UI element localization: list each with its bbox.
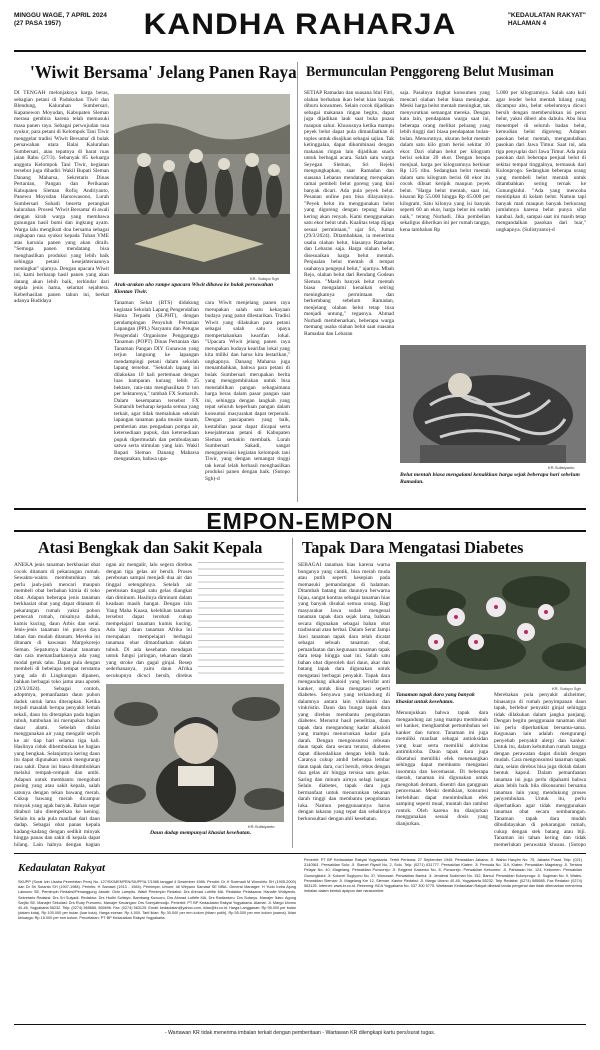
article4-col3: Merebakan pola penyakit alzheimer, binasanya di rumah penyimpanan daun tapak, berlebur penyakit ginjal sehingga tidak dilakukan dalam jangka panjang. Dengan begitu penggunaan tanaman obat ini perlu diperhatikan bersama-sama. Kegunaan lain adalah mengurangi penyebab penyakit alergi dan kanker. Untuk itu, dalam kebutuhan rumah tangga dengan perawatan dapat diolah dengan mudah. Cara mengonsumsi tanaman tapak dara, selain direbus bisa juga diolah dalam bentuk kapsul. Dalam pemanfaatan tanaman ini juga perlu dipahami bahwa akan lebih baik bila dikonsumsi bersama tanaman lain yang mendukung proses penyembuhan. Untuk itu, perlu diperhatikan agar tidak menggunakan tanaman obat secara sembarangan. Tanaman tapak dara mudah dibudidayakan di pekarangan rumah, cukup dengan stek batang atau biji. Tanaman ini tahan kering dan tidak memerlukan perawatan khusus. (Sutopo xyxy=(494,692,586,848)
column-divider xyxy=(297,62,298,502)
article1-headline: 'Wiwit Bersama' Jelang Panen Raya xyxy=(30,62,297,82)
article3-caption: Daun dadap mempunyai khasiat kesehatan. xyxy=(150,830,252,836)
page-number: HALAMAN 4 xyxy=(507,20,547,27)
bottom-disclaimer: - Wartawan KR tidak menerima imbalan terkait dengan pemberitaan - Wartawan KR dilengkapi kartu pers/surat tugas. xyxy=(164,1030,436,1036)
article3-photo xyxy=(106,684,284,822)
article4-photo-credit: KR- Sutopo Sgh xyxy=(552,686,581,691)
date-line: MINGGU WAGE, 7 APRIL 2024 xyxy=(14,12,107,19)
article2-col2: saja. Pasalnya tingkat konsumen yang mencari olahan belut biasa meningkat. Meski harga belut mentah meningkat, tak menyurutkan semangat mereka. Dengan kata lain, pendapatan warga saat ini, beberapa orang melihat peluang yang lebih tinggi dari biasa pendapatan bulan-bulan. Menurutnya, ukuran belut mentah dalam satu kilo gram berisi sekitar 10 ekor. Dari olahan belut per kilogram berisi sekitar 20 ekor. Dengan berapa menjual, harga per kilogramnya berkisar Rp 125 ribu. Sedangkan belut mentah dalam satu kilogram berisi 60 ekor itu cocok dibuat keripik maupun peyek belut. "Harga belut mentah, saat ini, kisaran Rp 55.000 hingga Rp 65.000 per kilogram. Satu kilonya yang isi banyak seperti 60 an ekor, harga belut ini sudah naik," terang Nurhadi. Jika pembelian sekaligus diberikan ini per rumah tangga, kena tambahan Rp xyxy=(400,90,490,233)
section-banner-title: EMPON-EMPON xyxy=(206,508,394,534)
article4-col1: SEBAGAI tanaman hias karena warna bunganya yang cantik, bisa merah muda atau putih seperti kesepian pada memasuki pemandangan di halaman. Ditambah batang dan daunnya berwarna hijau, sangat kontras sebagai tanaman hias yang banyak disukai semua orang. Bagi masyarakat Jawa sudah mengenal tanaman tapak dara sejak lama, bahkan secara digunakan sebagai bahan obat tradisional atau herbal. Dalam Serat Jampi Jawi tanaman tapak dara telah dicatat sebagai sebuah tanaman obat, pemanfaatan dan kegunaan tanaman tapak dara tetap hingga saat ini. Salah satu bahan obat diperoleh dari daun, akar dan batang tapak dara digunakan untuk mengatasi berbagai penyakit. Tapak dara mengandung alkaloid yang bersifat anti kanker, untuk bisa mengatasi seperti diabetes. Senyawa yang terkandung di dalamnya antara lain vinblastin dan vinkristin. Daun dan bunga tapak dara yang direbus membantu pengobatan diabetes. Menurut hasil penelitian, daun tapak dara mengandung kadar alkaloid yang mampu menurunkan kadar gula darah. Dengan mengonsumsi rebusan daun tapak dara secara teratur, diabetes dapat dikendalikan dengan lebih baik. Caranya cukup ambil beberapa lembar daun tapak dara, cuci bersih, rebus dengan dua gelas air hingga tersisa satu gelas. Saring dan minum airnya selagi hangat. Selain diabetes, tapak dara juga bermanfaat untuk menurunkan tekanan darah tinggi dan membantu pengobatan luka. Namun penggunaannya harus dengan takaran yang tepat dan sebaiknya berkonsultasi dengan ahli kesehatan. xyxy=(298,562,390,822)
article2-photo-credit: KR-Sulistyanto xyxy=(548,465,575,470)
masthead-tagline: "KEDAULATAN RAKYAT" xyxy=(507,12,586,19)
article2-photo xyxy=(400,345,586,463)
article3-col1: ANEKA jenis tanaman berkhasiat obat cocok ditanam di pekarangan rumah. Sewaktu-waktu membutuhkan tak perlu jauh-jauh mencari maupun membeli obat berbahan kimia di toko obat. Adapun beberapa jenis tanaman berkhasiat obat yang dapat ditanam di pekarangan rumah yakni pohon pemecah rumah, misalnya daduk, kumis kucing, daun Arbis dan serai. Jenis-jenis tanaman ini punya daya tahan dan mudah ditanam. Mereka ini ditanam di kawasan Margokorejo Seman. Sepatutnya khasiat tanaman dan cara memanfaatkannya ada yang modal getuk tahu. Dapat pula dengan membeli di beberapa tempat terutama yang ada di Lingkungan dipanen, bahkan berbagai toko jamu atau apotek (29/3/2024). Sebagai contoh, adoptmya, pemanfaatan daun puhon daduk untuk lama diterapkan. Ketika terjadi masalah berupa penyakit lemah sekali, daun itu diterapkan pada bagian tubuh, tumbuhan ini merupakan bahan dasar alami. Sebelah dinilai menggunakan air yang mengalir serpih ke air tiap hari selama tiga kali. Haslinya ciduk dihembuskan ke bagian yang bengkak. Selanjutnya kering daun itu dapat digunakan untuk mengurangi rasa sakit. Daun ini biasa ditumbuhkan melalui rempah-rempah dan umbi. Adapun untuk membantu mengobati pusing yang atau sakit kepala, salah satunya dengan tekan bawang merah. Cukup bawang merah dicampur minyak yang agak banyak. Bahan segar ditaburi lalu ditempelkan ke kening. Selain itu ada pula manfaat dari daun dadap. Sebagai obat panas kepala kadang-kadang dengan sedikit minyak hingga panas dan sakit di kepala dapat hilang. Lain halnya dengan bagian xyxy=(14,562,100,848)
article1-photo-credit: KR- Sutopo Sgh xyxy=(250,276,279,281)
article1-col3: cara Wiwit menjelang panen raya merupakan salah satu kekayaan budaya yang patut dilestarikan. Tradisi Wiwit yang dilakukan para petani sebagai salah satu upaya mempertahankan kearifan lokal. "Upacara Wiwit jelang panen raya merupakan budaya kearifan lokal yang kita miliki dan harus kita lestarikan," ungkapnya. Danang Maharsa juga menambahkan, bahwa para petani di bulak Sumbersari merupakan berita yang menggembirakan untuk bisa menstabilkan pangan sebagaimana harga beras dalam pasar pangan saat ini, sehingga dengan langkah yang tepat seluruh keperluan pangan dalam konsumsi masyarakat dapat terpenuhi. Dengan pascapanen yang baik, kestabilan pasar dapat dicapai serta kesejahteraan petani di Kabupaten Sleman semakin membaik. Lurah Sumbersari Sakadi, sangat mengapresiasi kegiatan kelompok tani Tiwir, yang dengan semangat tinggi tak kenal lelah berhasil menghasilkan produksi panen dengan baik. (Sutopo Sgh)-d xyxy=(205,300,290,482)
article4-photo-image xyxy=(396,562,586,684)
article4-headline: Tapak Dara Mengatasi Diabetes xyxy=(302,538,524,557)
article1-photo xyxy=(114,94,290,274)
impressum-box xyxy=(14,853,586,1025)
article1-col1 xyxy=(14,90,109,498)
article4-col2: Menunjukkan bahwa tapak dara mengandung zat yang mampu membunuh sel kanker, menghambat pertumbuhan sel kanker dan tumor. Tanaman ini juga memiliki manfaat sebagai antioksidan yang kuat serta memiliki aktivitas antimikroba. Daun tapak dara juga diketahui memiliki efek menenangkan sehingga dapat membantu mengatasi insomnia dan kecemasan. Di beberapa daerah, tanaman ini digunakan untuk mengobati demam, disentri dan gangguan pencernaan. Meski demikian, konsumsi berlebihan dapat menimbulkan efek samping seperti mual, muntah dan rambut rontok. Oleh karena itu dianjurkan menggunakan sesuai dosis yang dianjurkan. xyxy=(396,710,488,827)
article3-col2: ngan air mengalir, lalu segera direbus dengan tiga gelas air bersih. Proses perebusan sampai menjadi dua air dan tinggal setengahnya. Setelah air perebusan tinggal satu gelas diangkat dan diminum. Hasilnya diminum dalam keadaan masih hangat. Dengan izin Yang Maha Kuasa, kelebihan tanaman tersebut dapat terobati cukup mempelajari tanaman kumis kucing. Ada lagi daun tanaman Afrika ini merupakan mempelajari berbagai tanaman obat dimanfaatkan dalam tubuh. Di ada kesehatan mendapat untuk fungsi jaringan, tekanan darah yang stroke dan gagal ginjal. Resep sederhananya, yaitu daun Afrika secukupnya dicuci bersih, direbus xyxy=(106,562,192,678)
footer-col2: Penerbit: PT BP Kedaulatan Rakyat Yogyakarta. Terbit Pertama: 27 September 1945. Perwakilan Jakarta: Jl. Wahid Hasyim No. 75, Jakarta Pusat. Telp: (021) 3140561. Perwakilan Solo: Jl. Slamet Riyadi No. 2, Solo. Telp: (0271) 631777. Perwakilan Klaten: Jl. Pemuda No. 119, Klaten. Perwakilan Magelang: Jl. Tentara Pelajar No. 40, Magelang. Perwakilan Purworejo: Jl. Brigjend Katamso No. 8, Purworejo. Perwakilan Kebumen: Jl. Pahlawan No. 124, Kebumen. Perwakilan Gunungkidul: Jl. Kolonel Sugiyono No. 37, Wonosari. Perwakilan Bantul: Jl. Jenderal Sudirman No. 152, Bantul. Perwakilan Kulonprogo: Jl. Sugiman No. 9, Wates. Perwakilan Sleman: Jl. Magelang Km 12, Sleman. Kantor Redaksi: Jl. Margo Utomo 40-46, Yogyakarta 55232. Telp Redaksi: (0274) 565685. Fax Redaksi: (0274) 563125. Internet: www.kr.co.id. Rekening: BCA Yogyakarta No. 037 300 5775. Wartawan Kedaulatan Rakyat dibekali tanda pengenal dan tidak dibenarkan menerima imbalan dalam bentuk apapun dari narasumber. xyxy=(304,858,582,894)
article2-col1: SETIAP Ramadan dan suasana Idul Fitri, olahan berbahan ikan belut kian banyak diburu konsumen. Selain cocok dijadikan sebagai makanan ringan begitu, dapat juga dijadikan lauk saat buka puasa maupun sahur. Khususnya ketika mampu peyek belut dapat pula dimanfaatkan di toples untuk disajikan sebagai sajian. Tak ketinggalan, dapat dikombinasi dengan makanan ringan lain dijadikan snack untuk berbagai acara. Salah satu warga Seyegan Sleman, Sri Rejeki mengungkapkan, saat Ramadan dan suasana Lebaran mendatang merupakan ramai pembeli belut goreng yang kini banyak dicari. Ada pula peyek belut. Pesanan online pun bisa dilayaninya. "Peyek belut itu menggunakan belut yang digoreng dengan tepung Kalau kering akan renyah. Kami menggunakan satu ekor belut utuh. Kualitas tetap dijaga sesuai permintaan," ujar Sri, Jumat (29/3/2024). Ditambahkan, ia menerima usaha olahan belut, biasanya Ramadan dan Lebaran saja. Harga olahan belut, disesuaikan harga belut mentah. Penjualan belut mentah di tempat usahanya pengepul belut," ujarnya. Mbah Rejo, olahan belut dari Rendang Godean Sleman. "Masih banyak belut mentah biasa mengalami kenaikan seiring meningkatnya permintaan dan berkembang sebelum Ramadan, menjelang olahan belut tetap bisa menjadi untung," tegasnya. Ahmad Nurhadi membenarkan, beberapa warga memang usaha olahan belut saat suasana Ramadan dan Lebaran xyxy=(304,90,394,337)
section-banner xyxy=(14,508,586,532)
masthead-title: KANDHA RAHARJA xyxy=(143,8,457,41)
article1-photo-image xyxy=(114,94,290,274)
article1-col2: Tanaman Sehat (BTS) didukung kegiatan Sekolah Lapang Pengendalian Hama Terpadu (SLPHT), dengan pendampingan Penyuluh Pertanian Lapangan (PPL) Naryanto dan Petugas Pengendali Organisme Pengganggu Tanaman (POPT) Dinas Pertanian dan Tanaman Pangan DIY Gunawan yang terjun langsung ke lapangan mendampingi petani dalam sekolah lapang tersebut. "Sekolah lapang ini dilakukan 10 kali pertemuan dengan luas hamparan kurang lebih 25 hektare, rata-rata menghasilkan 9 ton per hektarenya," tambah FX Sumarsih. Dalam kesempatan tersebut FX Sumarsih berharap kepada semua yang terkait, agar tidak memalukan sekolah lapangan tanaman pada musim tanam, pemberian atas pengadaan pompa air, ketersediaan pupuk, dan ketersediaan pupuk dipermudah dan pembudayaan satwa serta stimulan yang lain. Wakil Bupati Sleman Danang Maharsa mengatakan, bahwa upa- xyxy=(114,300,199,462)
masthead-info xyxy=(508,12,586,28)
date-sub-line: (27 PASA 1957) xyxy=(14,20,61,27)
article3-text-lines xyxy=(198,562,284,678)
article2-col3: 5.000 per kilogramnya. Salah satu kuli agar lender belut mentah hilang yang dicampur abu, belut sebelumnya dicuci bersih dengan membersihkan isi perut belut, yakni diberi abu dahulu. Abu bisa menempel di seluruh badan belut, kemudian belut digoreng. Adapun pasokan belut mentah, mengandalkan pasokan dari Jawa Timur. Saat ini, ada tiga penyuplai dari Jawa Timur. Ada pula pasokan dari beberapa penjual belut di sekitar tempat tinggalnya, termasuk dari Kulonprogo. Sedangkan beberapa orang yang membeli belut mentah untuk ditambahkan sering ternak ke Gunungkidul. "Ada yang mencoba menitipkan di kolam belut. Namun tapi banyak mati maupun banyak berkurang jumlahnya karena belut punya sifat kanibal. Jadi, sampai saat ini masih tetap mengandalkan pasokan dari luar," ungkapnya. (Sulistyanto)-d xyxy=(496,90,586,233)
article1-lead: DI TENGAH melonjaknya harga beras, sebagian petani di Padukuhan Tiwir dan Blendung, Kalurahan Sumbersari, Kapanewon Moyudan, Kabupaten Sleman merasa gembira karena telah memasuki masa panen raya. Sebagai perwujudan rasa syukur, para petani di Kelompok Tani Tiwir menggelar tradisi 'Wiwit Bersama' di bulak persawahan utara Balai Kalurahan Sumbersari, atau tepatnya di barat ruas jalan Rabu (27/3). xyxy=(14,90,109,161)
article2-caption: Belut mentah biasa mengalami kenaikkan harga sejak beberapa hari sebelum Ramadan. xyxy=(400,472,580,485)
column-divider-lower xyxy=(292,538,293,848)
article3-headline: Atasi Bengkak dan Sakit Kepala xyxy=(38,538,263,557)
article2-headline: Bermunculan Penggoreng Belut Musiman xyxy=(306,64,554,80)
footer-logo: Kedaulatan Rakyat xyxy=(18,862,106,874)
article3-col2-continued xyxy=(198,562,284,678)
article1-caption: Arak-arakan ubo rampe upacara Wiwit dibawa ke bulak persawahan Klontan Tiwir. xyxy=(114,282,274,295)
article3-photo-credit: KR-Sulistyanto xyxy=(248,824,275,829)
article1-col1-rest: Sebanyak 85 keluarga anggota Kelompok Tani Tiwir, kegiatan tersebut juga dihadiri Wakil Bupati Sleman Danang Maharsa, Sekretaris Dinas Pertanian, Pangan dan Perikanan Kabupaten Sleman Rofiq Andriyanto, Panewu Moyudan Harsowasono, Lurah Sumbersari Suhadi beserta perangkat kalurahan. Prosesi 'Wiwit Bersama' di awali dengan kirab warga yang membawa gunungan hasil bumi dan ingkung ayam. Warga lalu mengikuti doa bersama sebagai ungkapan rasa syukur kepada Tuhan YME atas karunia panen yang akan diraih. "Semoga panen mendatang bisa menghasilkan produksi yang lebih baik sehingga petani kesejahteraannya meningkat" ujarnya. Dengan upacara Wiwit ini, kami berharap hasil panen yang akan datang akan lebih baik, terhindar dari segala jenis hama, selamat sejahtera. Keberhasilan panen tahun ini, berkat adanya Budidaya xyxy=(14,155,109,304)
article4-photo xyxy=(396,562,586,684)
masthead xyxy=(14,10,586,52)
footer-col1: SKUPP (Surat Izin Usaha Penerbitan Pers) No. 127/SK/MENPEN/SIUPP/A.7/1986 tanggal 4 Desember 1986. Pendiri: Dr H Soemadi M Wonohito SH (1905-2000) dan Dr Sri Sutanto SH (1907-1988). Perintis: H Samawi (1913 - 1984). Pemimpin Umum: Idi Wiryano Samawi SE MBA. General Manager: H Yudo Indra Ajung Laksono SE. Pemimpin Redaksi/Penanggung Jawab: Octo Lampito. Wakil Pemimpin Redaksi: Drs Ahmad Luthfie MA. Redaktur Pelaksana: Hanafie Widiyanto. Sekretaris Redaksi: Drs Sri Sulyadi. Redaktur: Drs Hudhi Sulistyo, Bambang Kuncoro, Drs Ahmad Luthfie MA, Drs Radiantoro, Drs Sutaryo. Manajer Iklan: Agung Sarjito SE. Manajer Sirkulasi: Drs Rudy Purnomo. Manajer Keuangan: Drs Soeryatmodjo. Penerbit: PT BP Kedaulatan Rakyat Yogyakarta. Alamat: Jl. Margo Utomo 40-46, Yogyakarta 55232. Telp: (0274) 565685, 565696. Fax: (0274) 563125. Email: kedaulatan@yahoo.com, iklan@kr.co.id. Harga Langganan: Rp 95.000 per bulan (dalam kota), Rp 100.000 per bulan (luar kota). Harga eceran: Rp 4.000. Tarif iklan: Rp 30.000 per mm kolom (hitam putih), Rp 55.000 per mm kolom (warna). Iklan keluarga: Rp 15.000 per mm kolom. Percetakan: PT BP Kedaulatan Rakyat Yogyakarta. xyxy=(18,880,296,921)
article3-photo-image xyxy=(106,684,284,822)
article2-photo-image xyxy=(400,345,586,463)
article4-caption: Tanaman tapak dara yang banyak khasiat untuk kesehatan. xyxy=(396,692,475,705)
